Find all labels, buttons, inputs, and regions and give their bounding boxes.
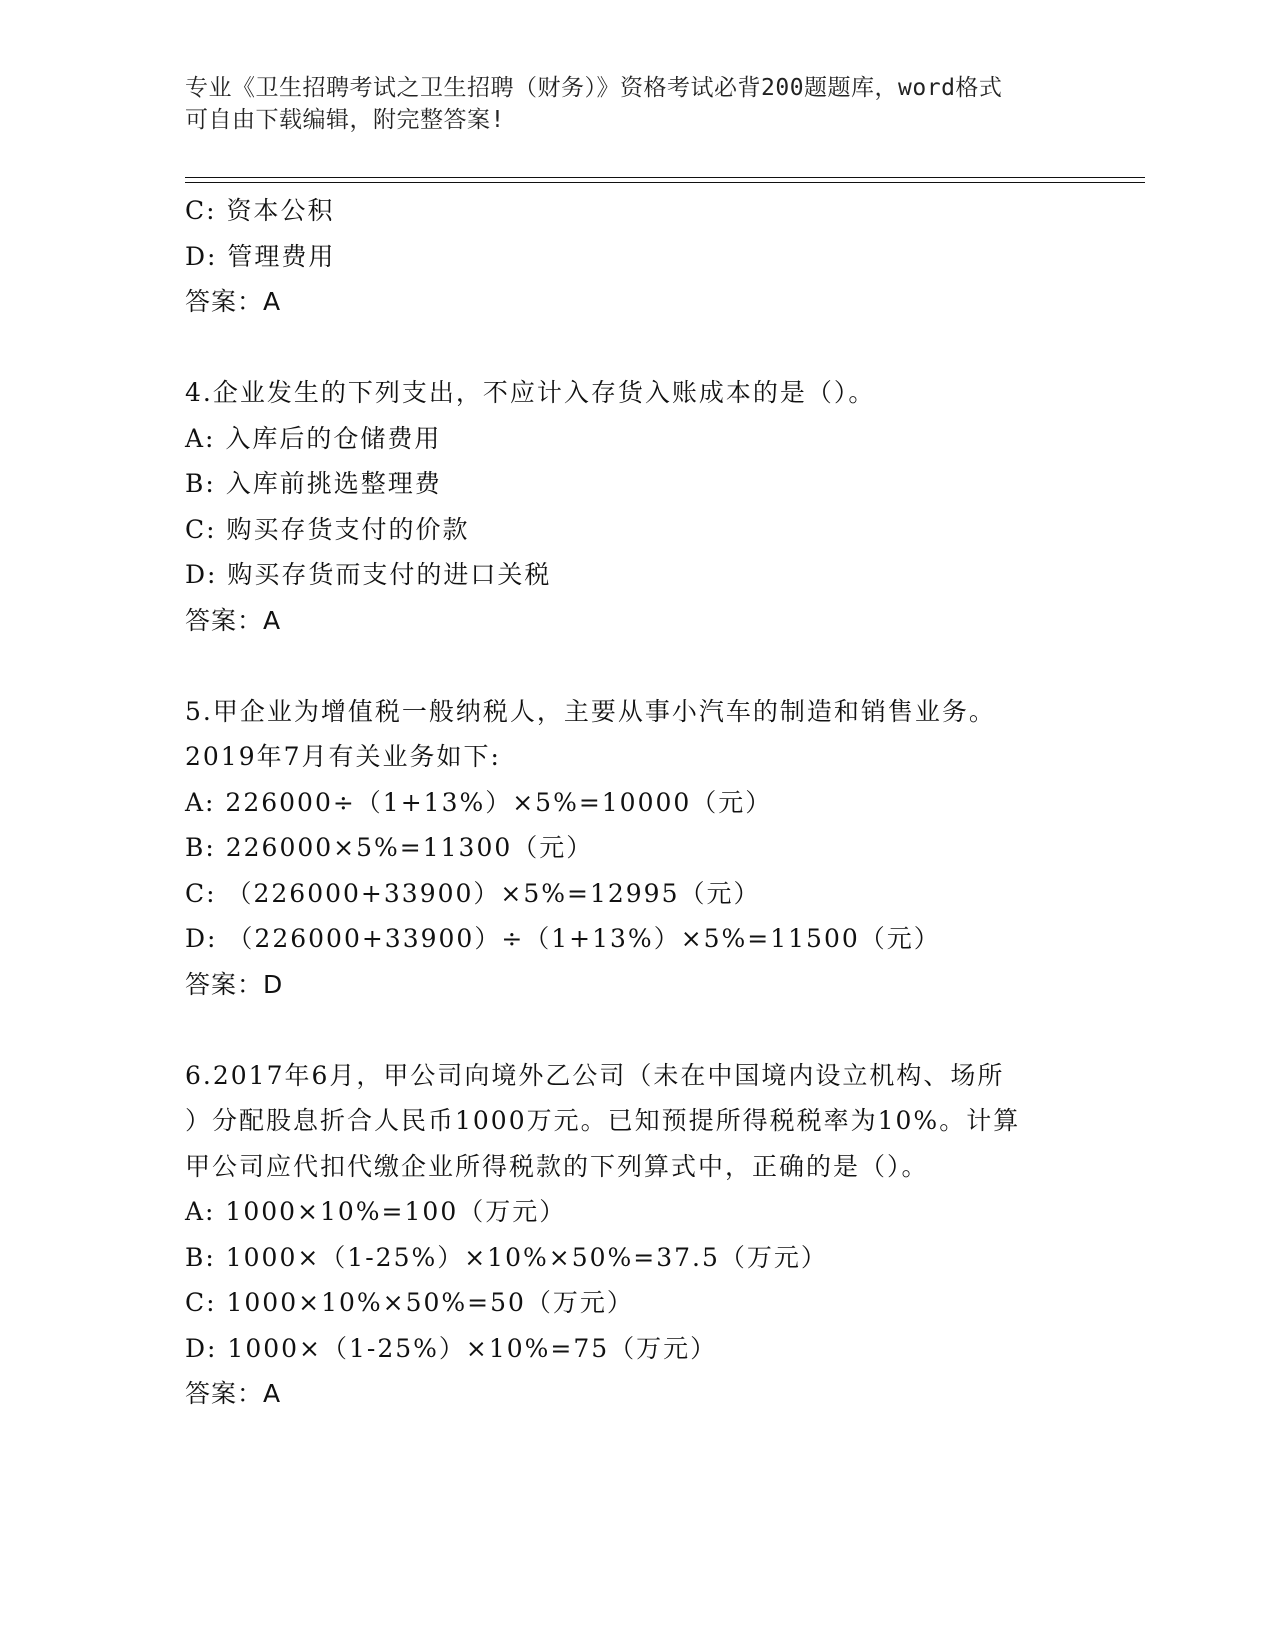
option-a: A: 1000×10%=100（万元） [185,1197,567,1226]
option-a: A: 入库后的仓储费用 [185,423,442,453]
question-stem-line-1: 6.2017年6月，甲公司向境外乙公司（未在中国境内设立机构、场所 [185,1060,1005,1090]
question-list [185,188,1085,1417]
header-title-line-2: 可自由下载编辑，附完整答案! [185,107,505,133]
document-header [185,72,1075,136]
option-a: A: 226000÷（1+13%）×5%=10000（元） [185,787,773,817]
option-c: C: 资本公积 [185,196,335,225]
option-c: C: 1000×10%×50%=50（万元） [185,1288,634,1317]
header-divider-top [185,177,1145,178]
option-b: B: 1000×（1-25%）×10%×50%=37.5（万元） [185,1242,828,1272]
answer-line: 答案：D [185,969,284,999]
spacer [185,1007,1085,1053]
spacer [185,325,1085,371]
question-stem: 4.企业发生的下列支出，不应计入存货入账成本的是（）。 [185,378,876,407]
answer-line: 答案：A [185,287,282,316]
answer-line: 答案：A [185,1379,282,1408]
option-b: B: 入库前挑选整理费 [185,469,442,498]
answer-line: 答案：A [185,605,282,635]
question-stem-line-2: ）分配股息折合人民币1000万元。已知预提所得税税率为10%。计算 [185,1106,1021,1135]
spacer [185,643,1085,689]
option-d: D: （226000+33900）÷（1+13%）×5%=11500（元） [185,924,941,953]
question-6 [185,1053,1085,1417]
option-b: B: 226000×5%=11300（元） [185,833,594,862]
option-c: C: （226000+33900）×5%=12995（元） [185,878,761,908]
question-5 [185,689,1085,1008]
question-stem-line-2: 2019年7月有关业务如下: [185,742,501,771]
option-c: C: 购买存货支付的价款 [185,514,470,544]
header-title-line-1: 专业《卫生招聘考试之卫生招聘（财务）》资格考试必背200题题库，word格式 [185,75,1003,101]
question-stem-line-3: 甲公司应代扣代缴企业所得税款的下列算式中，正确的是（）。 [185,1151,929,1181]
option-d: D: 购买存货而支付的进口关税 [185,560,552,589]
question-3-continued [185,188,1085,325]
option-d: D: 1000×（1-25%）×10%=75（万元） [185,1333,718,1363]
header-divider-bottom [185,182,1145,183]
option-d: D: 管理费用 [185,241,336,271]
question-4 [185,370,1085,643]
question-stem-line-1: 5.甲企业为增值税一般纳税人，主要从事小汽车的制造和销售业务。 [185,696,996,726]
